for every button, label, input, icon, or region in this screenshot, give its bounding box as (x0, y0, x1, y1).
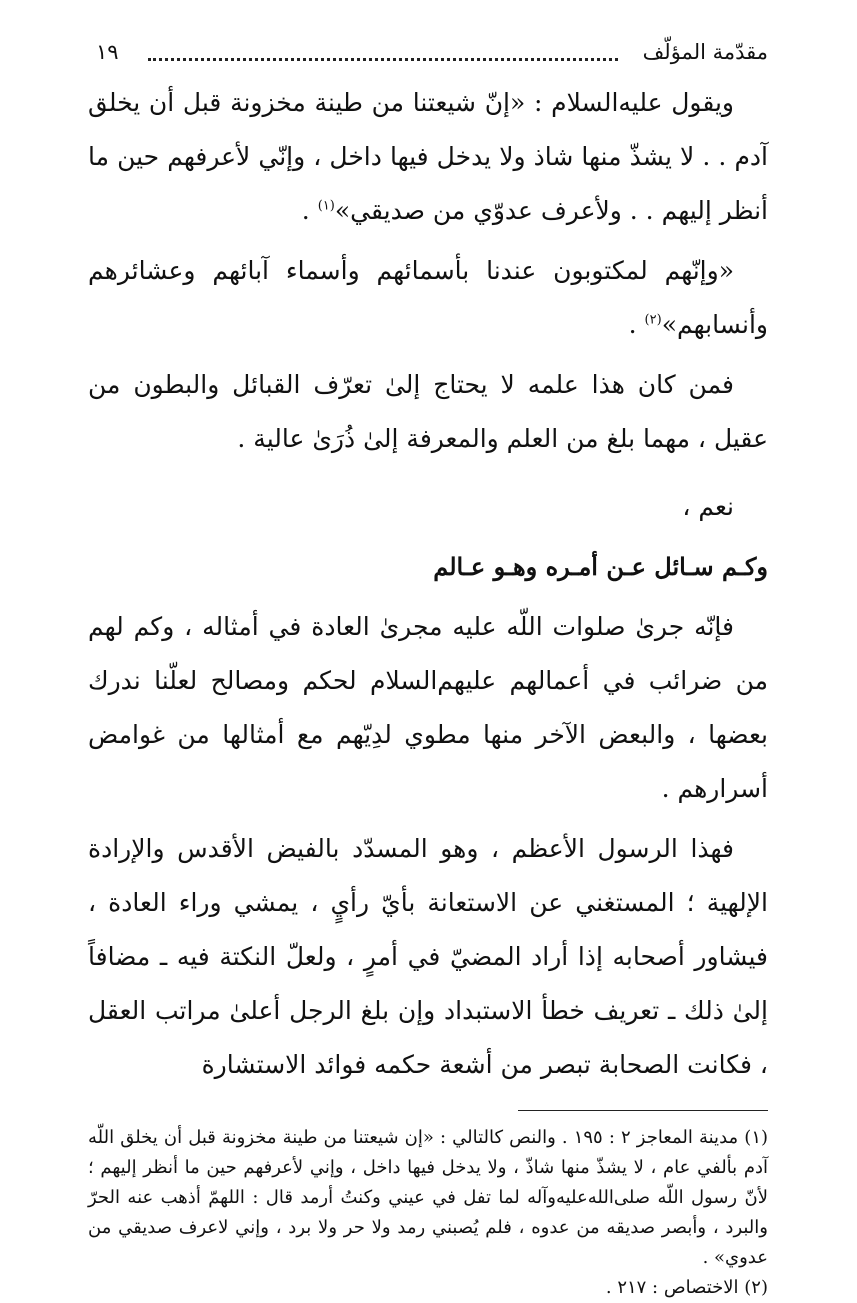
footnote-label: (٢) (744, 1277, 768, 1298)
footnote-label: (١) (744, 1127, 769, 1148)
footnotes (88, 1123, 768, 1303)
main-text (88, 76, 768, 1092)
paragraph-hadith-shia (88, 76, 768, 238)
paragraph-text: ويقول عليه‌السلام : «إنّ شيعتنا من طينة مخزونة قبل أن يخلق آدم . . لا يشذّ منها شاذ ولا يدخل فيها داخل ، وإنّي لأعرفهم حين ما أنظر إليهم . . ولأعرف عدوّي من صديقي» (88, 88, 768, 225)
verse-heading: وكـم سـائل عـن أمـره وهـو عـالم (433, 552, 768, 581)
sentence-end-dot: . (301, 196, 310, 225)
footnote-2 (88, 1273, 768, 1303)
sentence-end-dot: . (628, 310, 637, 339)
paragraph-prophet: فهذا الرسول الأعظم ، وهو المسدّد بالفيض الأقدس والإرادة الإلهية ؛ المستغني عن الاستعانة بأيّ رأيٍ ، يمشي وراء العادة ، فيشاور أصحابه إذا أراد المضيّ في أمرٍ ، ولعلّ النكتة فيه ـ مضافاً إلىٰ ذلك ـ تعريف خطأ الاستبداد وإن بلغ الرجل أعلىٰ مراتب العقل ، فكانت الصحابة تبصر من أشعة حكمه فوائد الاستشارة (88, 834, 768, 1079)
header-dot-leader (148, 58, 618, 61)
paragraph-custom: فإنّه جرىٰ صلوات اللّه عليه مجرىٰ العادة في أمثاله ، وكم لهم من ضرائب في أعمالهم عليهم‌السلام لحكم ومصالح لعلّنا ندرك بعضها ، والبعض الآخر منها مطوي لدِيّهم مع أمثالها من غوامض أسرارهم . (88, 612, 768, 803)
paragraph-hadith-names (88, 244, 768, 352)
footnote-ref-2: (٢) (644, 312, 662, 328)
chapter-title: مقدّمة المؤلّف (642, 40, 768, 64)
page-number: ١٩ (96, 40, 119, 64)
paragraph-tribes: فمن كان هذا علمه لا يحتاج إلىٰ تعرّف القبائل والبطون من عقيل ، مهما بلغ من العلم والمعرفة إلىٰ ذُرَىٰ عالية . (88, 370, 768, 453)
footnote-separator (518, 1110, 768, 1111)
paragraph-naam: نعم ، (682, 492, 734, 521)
footnote-ref-1: (١) (317, 198, 335, 214)
footnote-text: مدينة المعاجز ٢ : ١٩٥ . والنص كالتالي : «إن شيعتنا من طينة مخزونة قبل أن يخلق اللّه آدم بألفي عام ، لا يشذّ منها شاذّ ، ولا يدخل فيها داخل ، وإني لأعرفهم حين ما أنظر إليهم ؛ لأنّ رسول اللّه صلى‌الله‌عليه‌وآله لما تفل في عيني وكنتُ أرمد قال : اللهمّ أذهب عنه الحرّ والبرد ، وأبصر صديقه من عدوه ، فلم يُصبني رمد ولا حر ولا برد ، وإني لاعرف صديقي من عدوي» . (88, 1127, 768, 1268)
book-page (88, 36, 769, 1298)
footnote-1 (88, 1123, 768, 1273)
paragraph-text: «وإنّهم لمكتوبون عندنا بأسمائهم وأسماء آبائهم وعشائرهم وأنسابهم» (88, 256, 768, 339)
footnote-text: الاختصاص : ٢١٧ . (605, 1277, 739, 1298)
running-header (88, 36, 768, 76)
